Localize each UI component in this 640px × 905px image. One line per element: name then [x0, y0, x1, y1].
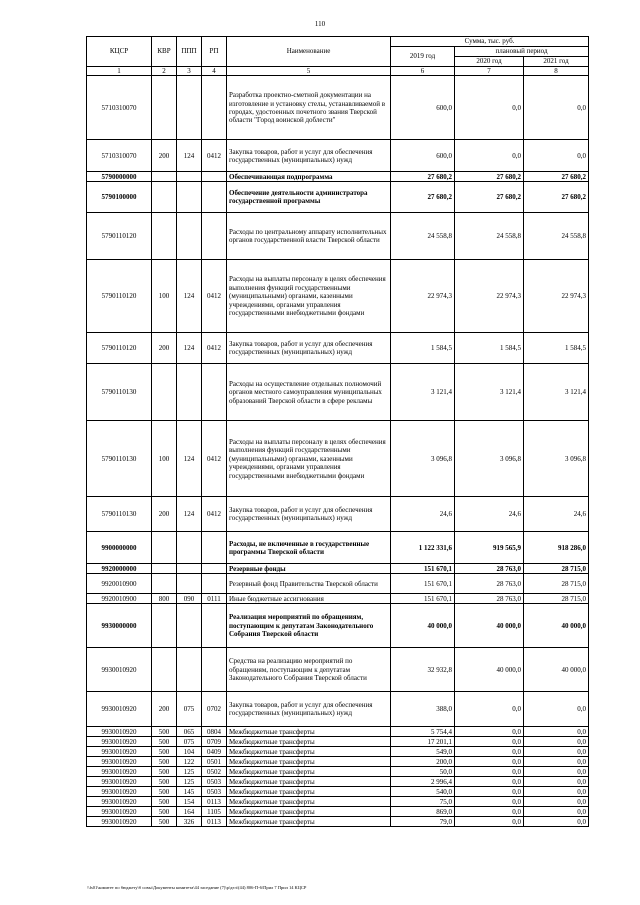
- table-row: [87, 421, 589, 497]
- cell-name: Средства на реализацию мероприятий по обращениям, поступающим к депутатам Законодательного Собрания Тверской области: [227, 648, 391, 692]
- cell-kvr: 200: [152, 140, 177, 172]
- cell-name: Межбюджетные трансферты: [227, 727, 391, 737]
- cell-name: Межбюджетные трансферты: [227, 737, 391, 747]
- table-row: [87, 757, 589, 767]
- cell-kcsr: 5790000000: [87, 172, 152, 182]
- table-row: [87, 140, 589, 172]
- cell-rp: 1105: [202, 807, 227, 817]
- cell-ppp: 065: [177, 727, 202, 737]
- column-number: 5: [227, 67, 391, 76]
- cell-ppp: 075: [177, 692, 202, 727]
- cell-name: Межбюджетные трансферты: [227, 797, 391, 807]
- cell-kvr: 100: [152, 260, 177, 333]
- cell-ppp: 124: [177, 260, 202, 333]
- cell-2020: 0,0: [455, 727, 524, 737]
- cell-rp: 0111: [202, 594, 227, 604]
- cell-kcsr: 9900000000: [87, 532, 152, 564]
- table-row: [87, 692, 589, 727]
- cell-kvr: [152, 532, 177, 564]
- cell-2021: 22 974,3: [524, 260, 589, 333]
- cell-rp: 0412: [202, 260, 227, 333]
- cell-2019: 22 974,3: [391, 260, 455, 333]
- cell-name: Реализация мероприятий по обращениям, поступающим к депутатам Законодательного Собрания Тверской области: [227, 604, 391, 648]
- cell-2021: 0,0: [524, 817, 589, 827]
- cell-2021: 24,6: [524, 497, 589, 532]
- table-row: [87, 182, 589, 213]
- cell-2020: 0,0: [455, 767, 524, 777]
- cell-2020: 40 000,0: [455, 648, 524, 692]
- cell-ppp: 326: [177, 817, 202, 827]
- cell-kcsr: 9930010920: [87, 692, 152, 727]
- cell-2019: 3 096,8: [391, 421, 455, 497]
- cell-rp: [202, 564, 227, 574]
- cell-kvr: 500: [152, 727, 177, 737]
- cell-name: Закупка товаров, работ и услуг для обеспечения государственных (муниципальных) нужд: [227, 692, 391, 727]
- cell-kcsr: 9930010920: [87, 757, 152, 767]
- cell-2021: 0,0: [524, 767, 589, 777]
- table-row: [87, 564, 589, 574]
- cell-2020: 28 763,0: [455, 574, 524, 594]
- cell-kcsr: 9930000000: [87, 604, 152, 648]
- cell-2019: 24 558,8: [391, 213, 455, 260]
- header-sum: Сумма, тыс. руб.: [391, 37, 589, 47]
- cell-ppp: 124: [177, 140, 202, 172]
- cell-kvr: [152, 213, 177, 260]
- cell-kvr: 100: [152, 421, 177, 497]
- table-row: [87, 797, 589, 807]
- cell-2019: 549,0: [391, 747, 455, 757]
- header-kvr: КВР: [152, 37, 177, 67]
- table-row: [87, 787, 589, 797]
- table-row: [87, 648, 589, 692]
- cell-2021: 0,0: [524, 797, 589, 807]
- cell-2020: 28 763,0: [455, 594, 524, 604]
- cell-2021: 24 558,8: [524, 213, 589, 260]
- table-row: [87, 817, 589, 827]
- cell-2019: 151 670,1: [391, 574, 455, 594]
- cell-2020: 0,0: [455, 737, 524, 747]
- table-row: [87, 532, 589, 564]
- table-row: [87, 574, 589, 594]
- cell-kvr: [152, 574, 177, 594]
- cell-kcsr: 9930010920: [87, 747, 152, 757]
- cell-kvr: 500: [152, 747, 177, 757]
- cell-kcsr: 5710310070: [87, 140, 152, 172]
- column-number: 4: [202, 67, 227, 76]
- cell-2020: 27 680,2: [455, 182, 524, 213]
- header-planned-period: плановый период: [455, 47, 589, 57]
- cell-2020: 0,0: [455, 817, 524, 827]
- cell-name: Межбюджетные трансферты: [227, 757, 391, 767]
- cell-2021: 3 121,4: [524, 364, 589, 421]
- cell-name: Межбюджетные трансферты: [227, 817, 391, 827]
- cell-2019: 32 932,8: [391, 648, 455, 692]
- column-number: 1: [87, 67, 152, 76]
- cell-rp: 0702: [202, 692, 227, 727]
- column-number: 6: [391, 67, 455, 76]
- cell-2021: 3 096,8: [524, 421, 589, 497]
- header-ppp: ППП: [177, 37, 202, 67]
- cell-ppp: 125: [177, 767, 202, 777]
- cell-name: Расходы на выплаты персоналу в целях обеспечения выполнения функций государственными (муниципальными) органами, казенными учреждениями, органами управления государственными внебюджетными фондами: [227, 260, 391, 333]
- cell-name: Расходы на выплаты персоналу в целях обеспечения выполнения функций государственными (муниципальными) органами, казенными учреждениями, органами управления государственными внебюджетными фондами: [227, 421, 391, 497]
- cell-rp: 0113: [202, 797, 227, 807]
- cell-ppp: 164: [177, 807, 202, 817]
- cell-2019: 50,0: [391, 767, 455, 777]
- cell-kcsr: 9930010920: [87, 777, 152, 787]
- cell-name: Иные бюджетные ассигнования: [227, 594, 391, 604]
- table-row: [87, 807, 589, 817]
- table-row: [87, 260, 589, 333]
- cell-kvr: [152, 364, 177, 421]
- table-row: [87, 333, 589, 364]
- cell-kvr: 500: [152, 767, 177, 777]
- cell-name: Закупка товаров, работ и услуг для обеспечения государственных (муниципальных) нужд: [227, 333, 391, 364]
- column-number: 2: [152, 67, 177, 76]
- cell-kvr: 500: [152, 807, 177, 817]
- cell-kcsr: 5790110120: [87, 333, 152, 364]
- column-number: 3: [177, 67, 202, 76]
- cell-2020: 1 584,5: [455, 333, 524, 364]
- cell-2020: 0,0: [455, 787, 524, 797]
- cell-ppp: 104: [177, 747, 202, 757]
- header-2021: 2021 год: [524, 57, 589, 67]
- cell-rp: [202, 604, 227, 648]
- cell-name: Обеспечивающая подпрограмма: [227, 172, 391, 182]
- cell-2021: 28 715,0: [524, 564, 589, 574]
- cell-2019: 388,0: [391, 692, 455, 727]
- cell-kvr: [152, 76, 177, 140]
- cell-name: Закупка товаров, работ и услуг для обеспечения государственных (муниципальных) нужд: [227, 140, 391, 172]
- cell-2021: 0,0: [524, 747, 589, 757]
- cell-2021: 0,0: [524, 737, 589, 747]
- cell-2020: 3 121,4: [455, 364, 524, 421]
- cell-2019: 75,0: [391, 797, 455, 807]
- table-body: [87, 76, 589, 827]
- cell-2019: 600,0: [391, 140, 455, 172]
- cell-rp: [202, 213, 227, 260]
- cell-2019: 1 584,5: [391, 333, 455, 364]
- cell-2019: 151 670,1: [391, 594, 455, 604]
- table-row: [87, 727, 589, 737]
- cell-kvr: 200: [152, 497, 177, 532]
- cell-ppp: 145: [177, 787, 202, 797]
- header-2020: 2020 год: [455, 57, 524, 67]
- cell-name: Резервные фонды: [227, 564, 391, 574]
- cell-name: Межбюджетные трансферты: [227, 747, 391, 757]
- cell-2021: 918 286,0: [524, 532, 589, 564]
- cell-2020: 3 096,8: [455, 421, 524, 497]
- cell-2020: 0,0: [455, 747, 524, 757]
- cell-rp: [202, 76, 227, 140]
- cell-ppp: [177, 364, 202, 421]
- cell-rp: 0503: [202, 787, 227, 797]
- cell-2020: 0,0: [455, 757, 524, 767]
- cell-rp: 0412: [202, 497, 227, 532]
- cell-ppp: [177, 76, 202, 140]
- cell-name: Расходы по центральному аппарату исполнительных органов государственной власти Тверской области: [227, 213, 391, 260]
- cell-kvr: 200: [152, 692, 177, 727]
- cell-ppp: [177, 182, 202, 213]
- cell-2020: 24,6: [455, 497, 524, 532]
- cell-2019: 151 670,1: [391, 564, 455, 574]
- cell-kcsr: 9930010920: [87, 737, 152, 747]
- cell-2021: 0,0: [524, 692, 589, 727]
- footer-file-path: \\fs01\комитет по бюджету\б совы\Документы комитета\44 заседание (7)\р\дел\(44) 806-П-6\Прил 7 Прил 14 КЦСР: [87, 885, 307, 890]
- table-row: [87, 767, 589, 777]
- cell-kvr: [152, 604, 177, 648]
- table-row: [87, 364, 589, 421]
- cell-ppp: 124: [177, 497, 202, 532]
- cell-kvr: [152, 172, 177, 182]
- cell-kcsr: 5790110130: [87, 421, 152, 497]
- cell-rp: [202, 574, 227, 594]
- cell-2021: 27 680,2: [524, 172, 589, 182]
- cell-name: Резервный фонд Правительства Тверской области: [227, 574, 391, 594]
- cell-kcsr: 9930010920: [87, 648, 152, 692]
- cell-2019: 40 000,0: [391, 604, 455, 648]
- cell-2021: 0,0: [524, 787, 589, 797]
- cell-2019: 1 122 331,6: [391, 532, 455, 564]
- cell-2020: 0,0: [455, 777, 524, 787]
- cell-name: Обеспечение деятельности администратора государственной программы: [227, 182, 391, 213]
- table-row: [87, 497, 589, 532]
- cell-2019: 27 680,2: [391, 172, 455, 182]
- cell-2021: 28 715,0: [524, 574, 589, 594]
- cell-2020: 24 558,8: [455, 213, 524, 260]
- cell-ppp: [177, 564, 202, 574]
- cell-kvr: 500: [152, 787, 177, 797]
- cell-ppp: 124: [177, 421, 202, 497]
- cell-ppp: 125: [177, 777, 202, 787]
- cell-2021: 0,0: [524, 757, 589, 767]
- cell-ppp: [177, 604, 202, 648]
- cell-name: Закупка товаров, работ и услуг для обеспечения государственных (муниципальных) нужд: [227, 497, 391, 532]
- cell-rp: [202, 172, 227, 182]
- table-row: [87, 747, 589, 757]
- cell-ppp: 075: [177, 737, 202, 747]
- cell-kvr: 500: [152, 797, 177, 807]
- column-number: 7: [455, 67, 524, 76]
- cell-rp: 0409: [202, 747, 227, 757]
- cell-name: Межбюджетные трансферты: [227, 767, 391, 777]
- cell-rp: 0804: [202, 727, 227, 737]
- cell-kvr: [152, 182, 177, 213]
- cell-2021: 0,0: [524, 727, 589, 737]
- cell-2019: 5 754,4: [391, 727, 455, 737]
- cell-rp: [202, 648, 227, 692]
- cell-2019: 24,6: [391, 497, 455, 532]
- cell-rp: 0709: [202, 737, 227, 747]
- cell-2019: 3 121,4: [391, 364, 455, 421]
- header-name: Наименование: [227, 37, 391, 67]
- cell-2021: 0,0: [524, 777, 589, 787]
- cell-2019: 600,0: [391, 76, 455, 140]
- cell-ppp: [177, 648, 202, 692]
- cell-kvr: [152, 648, 177, 692]
- cell-ppp: [177, 172, 202, 182]
- cell-kcsr: 9920000000: [87, 564, 152, 574]
- cell-2020: 0,0: [455, 807, 524, 817]
- cell-rp: 0502: [202, 767, 227, 777]
- cell-kcsr: 5790110120: [87, 213, 152, 260]
- cell-2020: 28 763,0: [455, 564, 524, 574]
- cell-ppp: [177, 213, 202, 260]
- cell-kcsr: 9920010900: [87, 574, 152, 594]
- cell-kcsr: 5710310070: [87, 76, 152, 140]
- cell-2019: 17 201,1: [391, 737, 455, 747]
- table-row: [87, 594, 589, 604]
- cell-kcsr: 5790110130: [87, 364, 152, 421]
- cell-2019: 2 996,4: [391, 777, 455, 787]
- cell-kcsr: 9930010920: [87, 787, 152, 797]
- cell-2021: 1 584,5: [524, 333, 589, 364]
- cell-2021: 40 000,0: [524, 604, 589, 648]
- cell-2021: 0,0: [524, 807, 589, 817]
- cell-ppp: 154: [177, 797, 202, 807]
- cell-rp: [202, 532, 227, 564]
- cell-rp: 0412: [202, 421, 227, 497]
- cell-rp: 0412: [202, 333, 227, 364]
- table-row: [87, 213, 589, 260]
- cell-kcsr: 5790100000: [87, 182, 152, 213]
- cell-rp: [202, 364, 227, 421]
- cell-ppp: 122: [177, 757, 202, 767]
- cell-kvr: 500: [152, 737, 177, 747]
- cell-2020: 0,0: [455, 692, 524, 727]
- cell-kvr: [152, 564, 177, 574]
- cell-kcsr: 5790110120: [87, 260, 152, 333]
- cell-rp: 0113: [202, 817, 227, 827]
- header-2019: 2019 год: [391, 47, 455, 67]
- table-row: [87, 737, 589, 747]
- cell-2019: 540,0: [391, 787, 455, 797]
- cell-kcsr: 5790110130: [87, 497, 152, 532]
- cell-2021: 40 000,0: [524, 648, 589, 692]
- cell-2021: 0,0: [524, 76, 589, 140]
- cell-kvr: 500: [152, 817, 177, 827]
- cell-ppp: [177, 532, 202, 564]
- cell-kvr: 500: [152, 757, 177, 767]
- cell-ppp: [177, 574, 202, 594]
- cell-name: Межбюджетные трансферты: [227, 807, 391, 817]
- column-number: 8: [524, 67, 589, 76]
- cell-name: Межбюджетные трансферты: [227, 787, 391, 797]
- header-kcsr: КЦСР: [87, 37, 152, 67]
- cell-kcsr: 9930010920: [87, 767, 152, 777]
- cell-2021: 28 715,0: [524, 594, 589, 604]
- cell-2020: 40 000,0: [455, 604, 524, 648]
- cell-name: Межбюджетные трансферты: [227, 777, 391, 787]
- cell-2021: 27 680,2: [524, 182, 589, 213]
- cell-2020: 919 565,9: [455, 532, 524, 564]
- cell-ppp: 090: [177, 594, 202, 604]
- cell-rp: 0503: [202, 777, 227, 787]
- cell-kcsr: 9920010900: [87, 594, 152, 604]
- cell-ppp: 124: [177, 333, 202, 364]
- cell-name: Разработка проектно-сметной документации на изготовление и установку стелы, устанавливаемой в городах, удостоенных почетного звания Тверской области "Город воинской доблести": [227, 76, 391, 140]
- cell-2020: 0,0: [455, 797, 524, 807]
- budget-table: [86, 36, 589, 827]
- table-row: [87, 604, 589, 648]
- cell-kvr: 500: [152, 777, 177, 787]
- table-row: [87, 777, 589, 787]
- header-rp: РП: [202, 37, 227, 67]
- cell-rp: 0501: [202, 757, 227, 767]
- cell-kcsr: 9930010920: [87, 807, 152, 817]
- cell-name: Расходы, не включенные в государственные программы Тверской области: [227, 532, 391, 564]
- cell-2020: 22 974,3: [455, 260, 524, 333]
- table-row: [87, 76, 589, 140]
- cell-2021: 0,0: [524, 140, 589, 172]
- cell-name: Расходы на осуществление отдельных полномочий органов местного самоуправления муниципальных образований Тверской области в сфере рекламы: [227, 364, 391, 421]
- cell-2020: 0,0: [455, 76, 524, 140]
- table-row: [87, 172, 589, 182]
- cell-kcsr: 9930010920: [87, 797, 152, 807]
- cell-2019: 200,0: [391, 757, 455, 767]
- cell-2019: 869,0: [391, 807, 455, 817]
- cell-kvr: 200: [152, 333, 177, 364]
- cell-2019: 27 680,2: [391, 182, 455, 213]
- cell-2020: 0,0: [455, 140, 524, 172]
- cell-kcsr: 9930010920: [87, 727, 152, 737]
- cell-2019: 79,0: [391, 817, 455, 827]
- cell-2020: 27 680,2: [455, 172, 524, 182]
- column-number-row: [87, 67, 589, 76]
- cell-kcsr: 9930010920: [87, 817, 152, 827]
- page-number: 110: [314, 20, 326, 28]
- cell-rp: 0412: [202, 140, 227, 172]
- cell-rp: [202, 182, 227, 213]
- cell-kvr: 800: [152, 594, 177, 604]
